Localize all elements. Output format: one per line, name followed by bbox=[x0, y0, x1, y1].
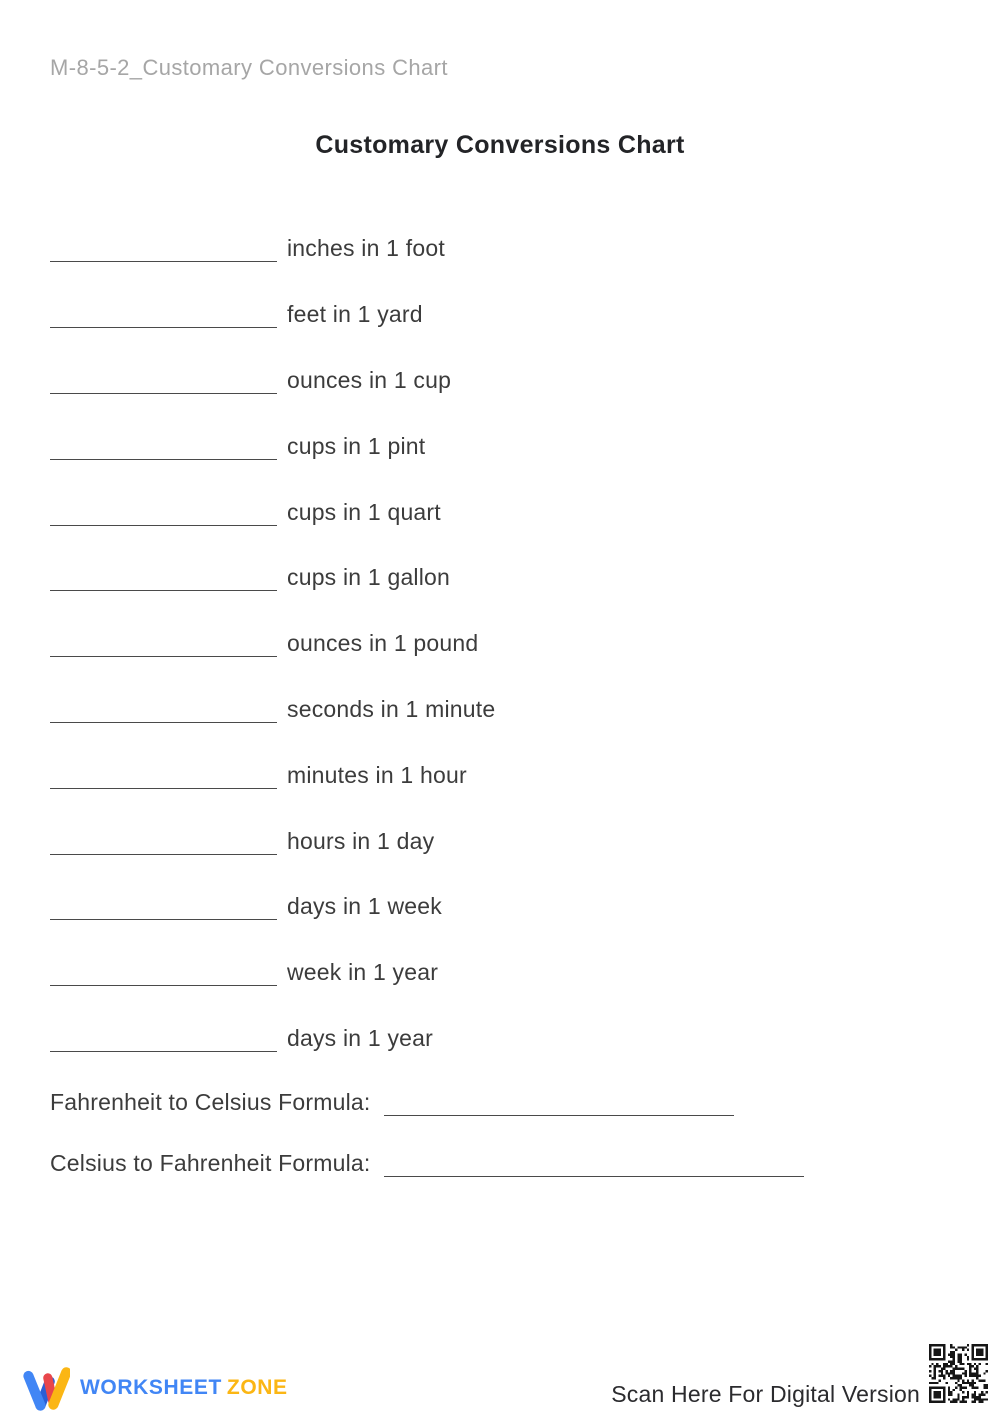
conversion-label: seconds in 1 minute bbox=[287, 695, 496, 722]
scan-here-label: Scan Here For Digital Version bbox=[611, 1381, 920, 1407]
formula-label: Fahrenheit to Celsius Formula: bbox=[50, 1089, 371, 1115]
conversion-label: ounces in 1 pound bbox=[287, 630, 479, 657]
fill-in-blank bbox=[50, 261, 277, 262]
conversion-row bbox=[50, 545, 750, 611]
file-label: M-8-5-2_Customary Conversions Chart bbox=[50, 55, 448, 80]
conversion-row bbox=[50, 940, 750, 1006]
conversion-row bbox=[50, 348, 750, 414]
conversion-label: week in 1 year bbox=[287, 959, 439, 986]
conversion-label: hours in 1 day bbox=[287, 827, 435, 854]
conversion-label: ounces in 1 cup bbox=[287, 366, 452, 393]
conversion-label: cups in 1 quart bbox=[287, 498, 441, 525]
fill-in-blank bbox=[50, 919, 277, 920]
conversion-label: cups in 1 pint bbox=[287, 432, 426, 459]
conversion-row bbox=[50, 282, 750, 348]
fill-in-blank bbox=[50, 656, 277, 657]
conversion-row bbox=[50, 742, 750, 808]
brand-word-zone: ZONE bbox=[226, 1376, 288, 1399]
conversion-label: feet in 1 yard bbox=[287, 301, 423, 328]
fill-in-blank bbox=[50, 459, 277, 460]
worksheetzone-logo-text bbox=[80, 1376, 288, 1400]
formula-label: Celsius to Fahrenheit Formula: bbox=[50, 1150, 371, 1176]
fill-in-blank bbox=[50, 1051, 277, 1052]
conversion-row bbox=[50, 808, 750, 874]
fill-in-blank bbox=[50, 985, 277, 986]
conversion-label: days in 1 year bbox=[287, 1024, 433, 1051]
fill-in-blank bbox=[50, 327, 277, 328]
conversion-label: cups in 1 gallon bbox=[287, 564, 451, 591]
fill-in-blank bbox=[384, 1176, 804, 1177]
conversion-row bbox=[50, 216, 750, 282]
conversion-row bbox=[50, 1006, 750, 1072]
conversion-row bbox=[50, 874, 750, 940]
conversion-label: inches in 1 foot bbox=[287, 235, 445, 262]
fill-in-blank bbox=[50, 525, 277, 526]
fill-in-blank bbox=[50, 788, 277, 789]
worksheetzone-logo-icon bbox=[22, 1364, 70, 1412]
formula-row bbox=[50, 1150, 804, 1177]
fill-in-blank bbox=[50, 722, 277, 723]
conversion-list bbox=[50, 216, 750, 1071]
fill-in-blank bbox=[50, 854, 277, 855]
conversion-row bbox=[50, 677, 750, 743]
fill-in-blank bbox=[384, 1115, 734, 1116]
conversion-row bbox=[50, 479, 750, 545]
conversion-row bbox=[50, 611, 750, 677]
fill-in-blank bbox=[50, 590, 277, 591]
worksheetzone-logo bbox=[22, 1364, 288, 1412]
fill-in-blank bbox=[50, 393, 277, 394]
conversion-row bbox=[50, 413, 750, 479]
formula-row bbox=[50, 1089, 734, 1116]
conversion-label: days in 1 week bbox=[287, 893, 442, 920]
conversion-label: minutes in 1 hour bbox=[287, 761, 467, 788]
qr-code bbox=[926, 1341, 991, 1406]
page-title: Customary Conversions Chart bbox=[315, 131, 685, 159]
brand-word-worksheet: WORKSHEET bbox=[80, 1376, 222, 1399]
